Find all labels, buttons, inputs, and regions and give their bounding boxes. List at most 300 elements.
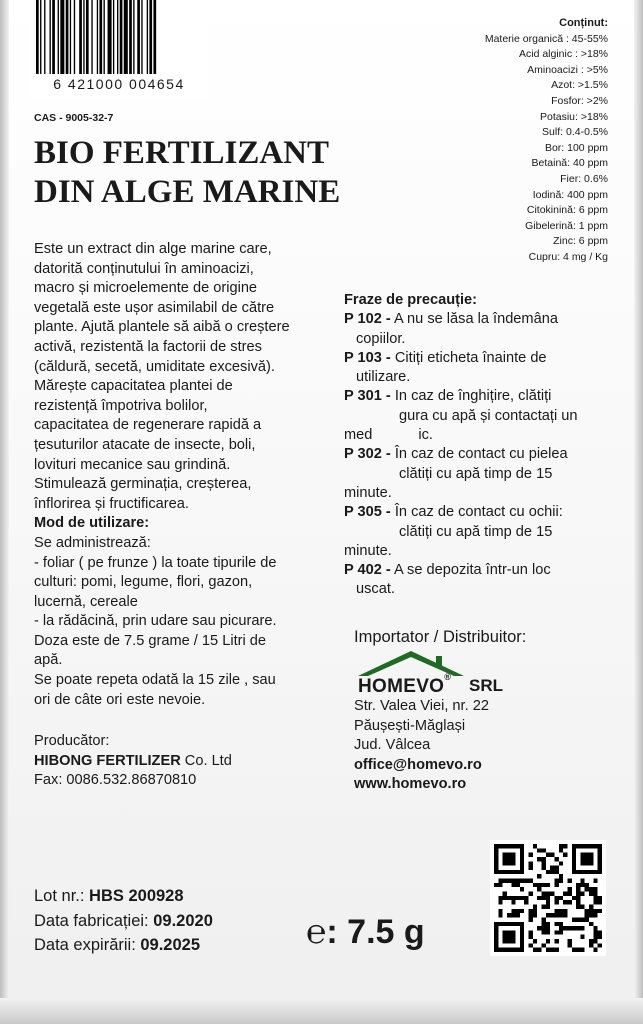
qr-module <box>520 848 524 852</box>
qr-module <box>554 913 558 917</box>
qr-module <box>576 900 580 904</box>
qr-module <box>580 948 584 952</box>
qr-module <box>559 930 563 934</box>
qr-module <box>511 879 515 883</box>
qr-module <box>520 909 524 913</box>
registered-mark: ® <box>444 672 452 682</box>
producer-name-rest: Co. Ltd <box>180 752 232 769</box>
description-line: Stimulează germinația, creșterea, <box>34 476 252 493</box>
address-line: Str. Valea Viei, nr. 22 <box>354 698 489 714</box>
qr-module <box>516 913 520 917</box>
fab-label: Data fabricației: <box>34 911 154 930</box>
precaution-code: P 302 - <box>344 446 391 463</box>
description-line: rezistență împotriva bolilor, <box>34 397 208 414</box>
qr-module <box>563 909 567 913</box>
qr-module <box>572 866 576 870</box>
usage-text <box>34 534 324 710</box>
qr-module <box>576 870 580 874</box>
qr-module <box>533 913 537 917</box>
qr-module <box>537 887 541 891</box>
pouch-edge-left <box>0 0 9 1024</box>
contents-item: Materie organică : 45-55% <box>484 32 608 45</box>
qr-module <box>511 853 515 857</box>
qr-module <box>520 930 524 934</box>
qr-module <box>589 892 593 896</box>
qr-module <box>580 917 584 921</box>
lot-number <box>34 884 213 909</box>
description-line: macro și microelemente de origine <box>34 280 258 297</box>
qr-module <box>598 930 602 934</box>
qr-module <box>593 935 597 939</box>
usage-line: - foliar ( pe frunze ) la toate tipurile de <box>34 554 277 571</box>
qr-module <box>550 866 554 870</box>
qr-module <box>589 943 593 947</box>
qr-module <box>542 857 546 861</box>
qr-module <box>529 913 533 917</box>
qr-code[interactable] <box>490 840 606 956</box>
qr-module <box>516 883 520 887</box>
usage-line: lucernă, cereale <box>34 593 138 610</box>
qr-module <box>537 896 541 900</box>
qr-module <box>503 922 507 926</box>
brand-name: HOMEVO <box>358 676 445 697</box>
qr-module <box>546 913 550 917</box>
description-text <box>34 240 324 514</box>
contents-items <box>485 32 608 266</box>
qr-module <box>516 909 520 913</box>
qr-module <box>542 866 546 870</box>
qr-module <box>567 892 571 896</box>
barcode-bar <box>104 0 105 74</box>
qr-module <box>542 904 546 908</box>
qr-module <box>511 861 515 865</box>
qr-module <box>593 879 597 883</box>
qr-module <box>503 948 507 952</box>
producer-name-bold: HIBONG FERTILIZER <box>34 752 181 769</box>
qr-module <box>498 879 502 883</box>
qr-module <box>503 870 507 874</box>
qr-module <box>576 896 580 900</box>
barcode-bar <box>137 0 140 74</box>
contents-list <box>485 16 608 266</box>
qr-module <box>576 844 580 848</box>
precaution-text: A se depozita într-un loc <box>390 562 551 579</box>
qr-module <box>598 857 602 861</box>
qr-module <box>593 900 597 904</box>
qr-module <box>511 883 515 887</box>
description-line: țesuturilor atacate de insecte, boli, <box>34 436 256 453</box>
qr-module <box>550 948 554 952</box>
precaution-p402 <box>344 561 616 580</box>
qr-module <box>498 909 502 913</box>
qr-module <box>494 922 498 926</box>
qr-module <box>554 939 558 943</box>
qr-module <box>593 844 597 848</box>
description-line: capacitatea de regenerare rapidă a <box>34 417 262 434</box>
barcode-number: 6 421000 004654 <box>53 76 185 92</box>
barcode-bar <box>86 0 89 74</box>
qr-module <box>554 883 558 887</box>
qr-module <box>542 861 546 865</box>
exp-value: 09.2025 <box>140 936 201 954</box>
contents-item: Aminoacizi : >5% <box>527 63 608 76</box>
qr-module <box>598 861 602 865</box>
qr-module <box>598 896 602 900</box>
qr-module <box>503 857 507 861</box>
qr-module <box>593 913 597 917</box>
qr-module <box>498 948 502 952</box>
qr-module <box>580 883 584 887</box>
qr-module <box>598 848 602 852</box>
qr-module <box>498 844 502 848</box>
usage-heading: Mod de utilizare: <box>34 515 150 532</box>
qr-module <box>507 930 511 934</box>
qr-module <box>498 913 502 917</box>
qr-module <box>580 935 584 939</box>
qr-module <box>542 883 546 887</box>
precaution-p103-cont: utilizare. <box>356 369 411 386</box>
lot-info <box>34 884 213 958</box>
qr-module <box>516 879 520 883</box>
qr-module <box>585 917 589 921</box>
barcode-bar <box>149 0 152 74</box>
barcode-bar <box>83 0 84 74</box>
qr-module <box>580 844 584 848</box>
barcode-bar <box>113 0 114 74</box>
precaution-code: P 103 - <box>344 349 391 366</box>
homevo-brand <box>358 672 452 698</box>
qr-module <box>559 896 563 900</box>
qr-module <box>494 943 498 947</box>
qr-module <box>542 922 546 926</box>
qr-module <box>520 922 524 926</box>
qr-module <box>507 857 511 861</box>
qr-module <box>520 866 524 870</box>
precaution-code: P 102 - <box>344 311 391 328</box>
qr-module <box>542 917 546 921</box>
qr-module <box>507 948 511 952</box>
qr-module <box>559 879 563 883</box>
title-line-2: DIN ALGE MARINE <box>34 174 341 210</box>
qr-module <box>585 883 589 887</box>
producer <box>34 732 232 791</box>
qr-module <box>494 935 498 939</box>
qr-code-pattern <box>494 844 602 952</box>
qr-module <box>572 844 576 848</box>
barcode-bar <box>97 0 98 74</box>
qr-module <box>537 857 541 861</box>
contents-item: Acid alginic : >18% <box>518 48 608 61</box>
qr-module <box>576 926 580 930</box>
expiry-date <box>34 933 213 958</box>
barcode-bar <box>36 0 39 74</box>
qr-module <box>533 939 537 943</box>
qr-module <box>542 848 546 852</box>
precaution-p305-cont2: minute. <box>344 542 392 559</box>
qr-module <box>511 939 515 943</box>
qr-module <box>494 853 498 857</box>
qr-module <box>567 939 571 943</box>
qr-module <box>511 870 515 874</box>
qr-module <box>585 861 589 865</box>
qr-module <box>546 939 550 943</box>
qr-module <box>554 909 558 913</box>
barcode-bars <box>36 0 202 74</box>
qr-module <box>520 896 524 900</box>
importer-website[interactable]: www.homevo.ro <box>354 776 467 792</box>
qr-module <box>542 943 546 947</box>
qr-module <box>550 853 554 857</box>
qr-module <box>529 943 533 947</box>
qr-module <box>507 861 511 865</box>
qr-module <box>550 892 554 896</box>
qr-module <box>593 887 597 891</box>
qr-module <box>546 904 550 908</box>
precaution-p102-cont: copiilor. <box>356 330 406 347</box>
qr-module <box>507 922 511 926</box>
qr-module <box>598 943 602 947</box>
importer-address <box>354 697 489 795</box>
precaution-p301-cont2 <box>344 426 616 445</box>
qr-module <box>589 939 593 943</box>
qr-module <box>520 935 524 939</box>
precaution-code: P 301 - <box>344 388 391 405</box>
qr-module <box>593 892 597 896</box>
qr-module <box>529 909 533 913</box>
barcode-bar <box>141 0 142 74</box>
barcode-bar <box>133 0 134 74</box>
qr-module <box>567 900 571 904</box>
precaution-p302-cont2: minute. <box>344 484 392 501</box>
qr-module <box>563 853 567 857</box>
qr-module <box>524 900 528 904</box>
barcode-bar <box>108 0 112 74</box>
qr-module <box>511 896 515 900</box>
description-line: Este un extract din alge marine care, <box>34 241 272 257</box>
qr-module <box>537 926 541 930</box>
contents-item: Zinc: 6 ppm <box>553 235 608 248</box>
barcode-bar <box>58 0 59 74</box>
barcode-bar <box>40 0 41 74</box>
qr-module <box>589 909 593 913</box>
qr-module <box>567 943 571 947</box>
contents-item: Fosfor: >2% <box>551 94 608 107</box>
qr-module <box>524 896 528 900</box>
qr-module <box>507 896 511 900</box>
qr-module <box>598 909 602 913</box>
qr-module <box>520 926 524 930</box>
qr-module <box>585 853 589 857</box>
usage-line: apă. <box>34 652 63 669</box>
qr-module <box>494 930 498 934</box>
usage-line: Se administrează: <box>34 534 151 551</box>
usage-line: culturi: pomi, legume, flori, gazon, <box>34 574 253 591</box>
qr-module <box>589 922 593 926</box>
qr-module <box>576 887 580 891</box>
precaution-text: Citiți eticheta înainte de <box>390 349 547 366</box>
precaution-fragment: med <box>344 427 373 444</box>
qr-module <box>589 904 593 908</box>
qr-module <box>554 866 558 870</box>
contents-item: Citokinină: 6 ppm <box>526 204 608 217</box>
producer-label: Producător: <box>34 733 110 749</box>
qr-module <box>498 883 502 887</box>
barcode-bar <box>147 0 148 74</box>
qr-module <box>507 935 511 939</box>
qr-module <box>554 896 558 900</box>
barcode <box>30 0 208 100</box>
barcode-bar <box>117 0 118 74</box>
qr-module <box>567 879 571 883</box>
qr-module <box>520 939 524 943</box>
address-line: Păușești-Măglași <box>354 717 466 734</box>
description <box>34 240 324 710</box>
qr-module <box>598 853 602 857</box>
qr-module <box>580 853 584 857</box>
qr-module <box>546 883 550 887</box>
precaution-p302 <box>344 445 616 464</box>
product-title <box>34 134 340 212</box>
qr-module <box>511 935 515 939</box>
qr-module <box>572 896 576 900</box>
qr-module <box>563 926 567 930</box>
precautions-heading: Fraze de precauție: <box>344 292 478 308</box>
qr-module <box>563 844 567 848</box>
qr-module <box>563 892 567 896</box>
qr-module <box>585 857 589 861</box>
qr-module <box>593 930 597 934</box>
importer-email[interactable]: office@homevo.ro <box>354 756 482 773</box>
qr-module <box>537 874 541 878</box>
estimated-sign: ℮ <box>306 913 327 951</box>
qr-module <box>503 939 507 943</box>
qr-module <box>554 948 558 952</box>
qr-module <box>516 896 520 900</box>
contents-item: Potasiu: >18% <box>539 110 608 123</box>
qr-module <box>563 900 567 904</box>
barcode-bar <box>79 0 82 74</box>
precaution-text: În caz de contact cu pielea <box>390 446 568 463</box>
qr-module <box>563 913 567 917</box>
qr-module <box>585 887 589 891</box>
qr-module <box>511 857 515 861</box>
qr-module <box>559 909 563 913</box>
qr-module <box>511 913 515 917</box>
qr-module <box>507 939 511 943</box>
precaution-p102 <box>344 310 616 329</box>
precaution-text: În caz de contact cu ochii: <box>390 504 563 521</box>
qr-module <box>572 853 576 857</box>
barcode-bar <box>124 0 128 74</box>
qr-module <box>576 948 580 952</box>
qr-module <box>498 870 502 874</box>
qr-module <box>494 939 498 943</box>
precaution-p301-cont: gura cu apă și contactați un <box>399 407 578 424</box>
qr-module <box>537 948 541 952</box>
qr-module <box>494 866 498 870</box>
qr-module <box>494 883 498 887</box>
qr-module <box>507 879 511 883</box>
qr-module <box>559 926 563 930</box>
qr-module <box>503 930 507 934</box>
qr-module <box>559 874 563 878</box>
qr-module <box>593 909 597 913</box>
qr-module <box>507 913 511 917</box>
qr-module <box>546 930 550 934</box>
qr-module <box>494 857 498 861</box>
qr-module <box>511 922 515 926</box>
qr-module <box>598 866 602 870</box>
qr-module <box>572 857 576 861</box>
qr-module <box>598 844 602 848</box>
qr-module <box>516 870 520 874</box>
qr-module <box>589 913 593 917</box>
qr-module <box>572 870 576 874</box>
qr-module <box>572 861 576 865</box>
barcode-bar <box>70 0 71 74</box>
qr-module <box>576 917 580 921</box>
contents-item: Azot: >1.5% <box>551 79 608 92</box>
qr-module <box>529 930 533 934</box>
qr-module <box>494 848 498 852</box>
qr-module <box>520 853 524 857</box>
pouch-edge-bottom <box>0 998 643 1024</box>
qr-module <box>572 948 576 952</box>
qr-module <box>580 861 584 865</box>
qr-module <box>516 844 520 848</box>
exp-label: Data expirării: <box>34 936 141 954</box>
qr-module <box>529 879 533 883</box>
producer-fax: Fax: 0086.532.86870810 <box>34 772 197 789</box>
qr-module <box>507 844 511 848</box>
qr-module <box>511 948 515 952</box>
qr-module <box>503 861 507 865</box>
qr-module <box>554 930 558 934</box>
usage-line: ori de câte ori este nevoie. <box>34 691 206 708</box>
qr-module <box>559 844 563 848</box>
qr-module <box>598 870 602 874</box>
qr-module <box>498 922 502 926</box>
qr-module <box>546 948 550 952</box>
qr-module <box>542 926 546 930</box>
qr-module <box>593 926 597 930</box>
description-line: (căldură, secetă, umiditate excesivă). <box>34 358 275 375</box>
precaution-p302-cont: clătiți cu apă timp de 15 <box>399 465 553 482</box>
qr-module <box>580 926 584 930</box>
qr-module <box>567 887 571 891</box>
qr-module <box>498 900 502 904</box>
precaution-text: In caz de înghițire, clătiți <box>390 388 552 405</box>
qr-module <box>572 926 576 930</box>
qr-module <box>494 844 498 848</box>
description-line: înflorirea și fructificarea. <box>34 495 189 512</box>
manufacture-date <box>34 909 213 934</box>
qr-module <box>567 926 571 930</box>
qr-module <box>511 909 515 913</box>
barcode-bar <box>153 0 156 74</box>
qr-module <box>598 935 602 939</box>
qr-module <box>589 857 593 861</box>
qr-module <box>542 896 546 900</box>
qr-module <box>503 879 507 883</box>
barcode-bar <box>99 0 102 74</box>
qr-module <box>580 870 584 874</box>
description-line: plante. Ajută plantele să aibă o creștere <box>34 319 290 336</box>
precaution-text: A nu se lăsa la îndemâna <box>390 311 558 328</box>
barcode-bar <box>66 0 69 74</box>
cas-number: CAS - 9005-32-7 <box>34 112 114 124</box>
qr-module <box>498 896 502 900</box>
